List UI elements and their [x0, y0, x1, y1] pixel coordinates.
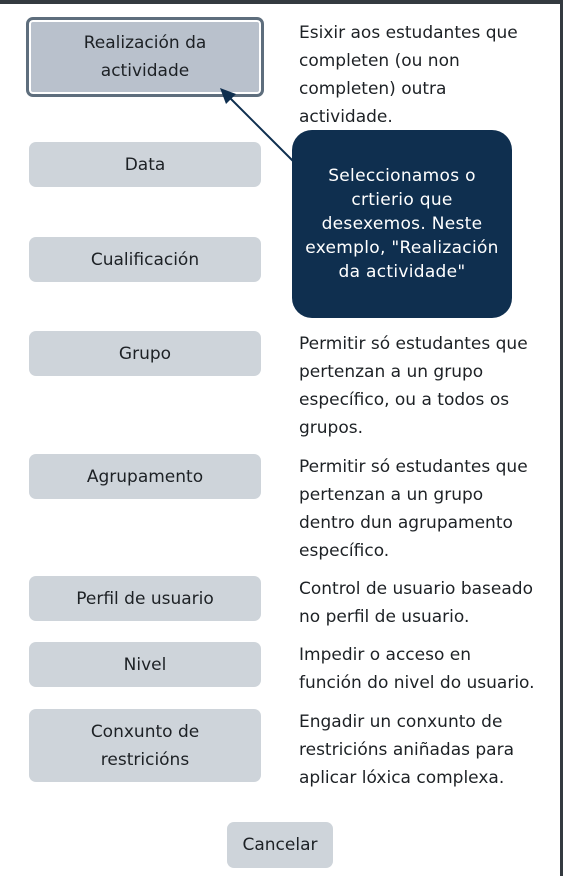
criterion-button-grouping[interactable]: [29, 454, 261, 499]
criterion-description-restriction-set: Engadir un conxunto de restricións aniñadas para aplicar lóxica complexa.: [299, 712, 515, 788]
criterion-button-activity-completion[interactable]: [26, 17, 264, 97]
annotation-callout: [292, 130, 512, 318]
criterion-label: Realización da actividade: [83, 33, 207, 81]
cancel-button[interactable]: [227, 822, 333, 868]
criterion-label: Conxunto de restricións: [90, 721, 200, 770]
criterion-description-group: Permitir só estudantes que pertenzan a un grupo específico, ou a todos os grupos.: [299, 334, 528, 438]
dialog-top-border: [0, 0, 563, 4]
criterion-button-user-profile[interactable]: [29, 576, 261, 621]
criterion-label: Perfil de usuario: [76, 588, 214, 609]
criterion-description-level: Impedir o acceso en función do nivel do usuario.: [299, 645, 535, 693]
criterion-description-activity-completion: Esixir aos estudantes que completen (ou non completen) outra actividade.: [299, 23, 518, 127]
criterion-label: Data: [124, 154, 166, 175]
criterion-button-group[interactable]: [29, 331, 261, 376]
criterion-description-grouping: Permitir só estudantes que pertenzan a un grupo dentro dun agrupamento específico.: [299, 457, 528, 561]
criterion-description-user-profile: Control de usuario baseado no perfil de usuario.: [299, 579, 533, 627]
callout-text: Seleccionamos o crtierio que desexemos. Neste exemplo, "Realización da actividade": [305, 166, 499, 282]
criterion-button-level[interactable]: [29, 642, 261, 687]
criterion-label: Grupo: [118, 343, 172, 364]
criterion-button-grade[interactable]: [29, 237, 261, 282]
criterion-button-date[interactable]: [29, 142, 261, 187]
criterion-label: Cualificación: [90, 249, 200, 270]
criterion-button-restriction-set[interactable]: [29, 709, 261, 782]
cancel-label: Cancelar: [242, 835, 318, 855]
criterion-label: Agrupamento: [86, 466, 204, 487]
criterion-label: Nivel: [123, 654, 167, 675]
